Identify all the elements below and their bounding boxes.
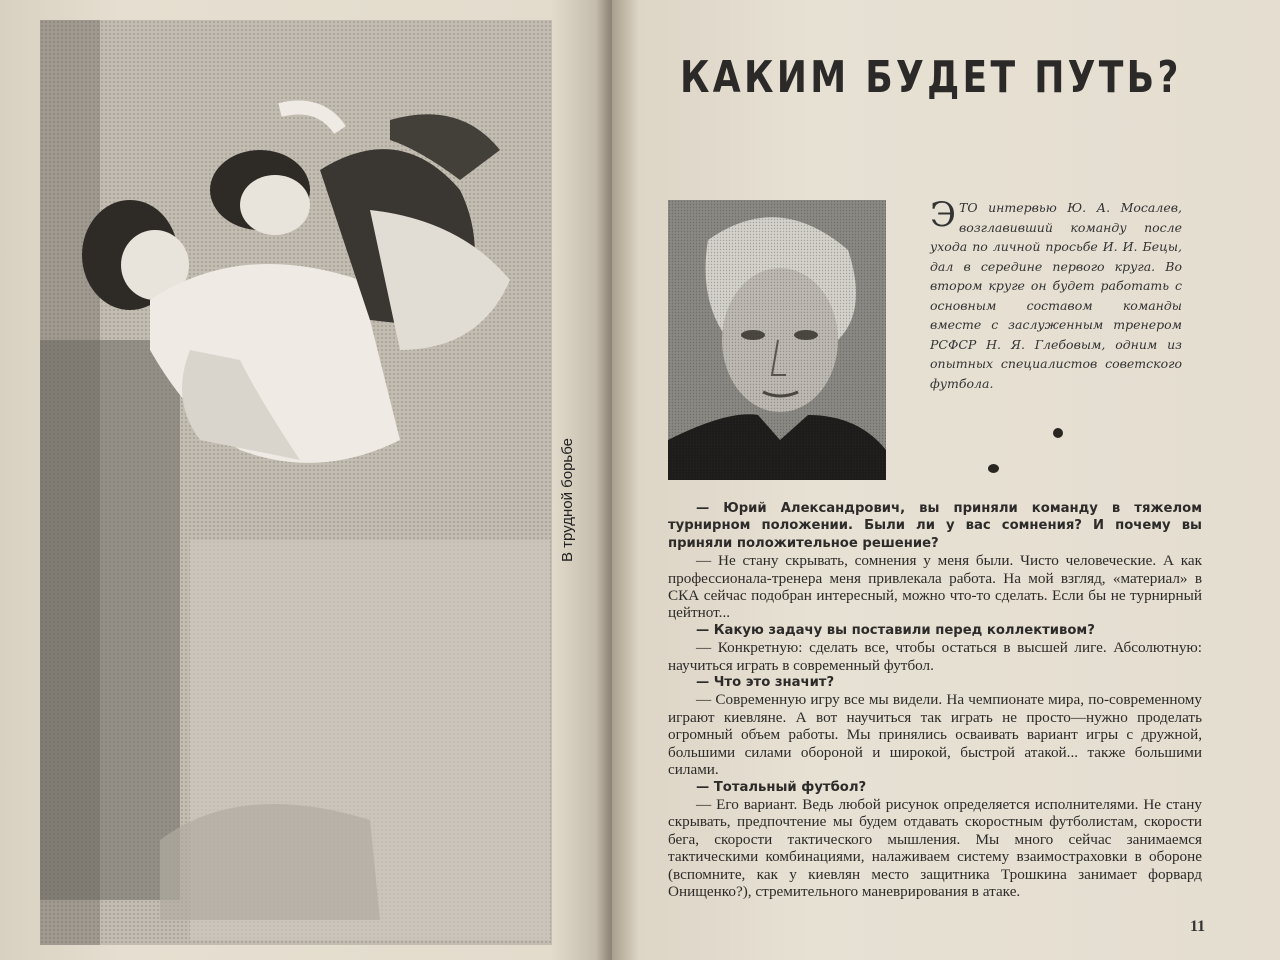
photo-caption-text: В трудной борьбе [559, 438, 576, 562]
interview-question: — Юрий Александрович, вы приняли команду в тяжелом турнирном положении. Были ли у вас сомнения? И почему вы приняли положительное решение? [668, 501, 1202, 551]
photo-caption [555, 438, 585, 570]
interview-question: — Тотальный футбол? [696, 779, 867, 795]
page-number: 11 [1190, 918, 1206, 935]
intro-dropcap: Э [930, 195, 957, 235]
intro-paragraph: ТО интервью Ю. А. Мосалев, возглавивший команду после ухода по личной просьбе И. И. Бецы, дал в середине первого круга. Во втором круге он будет работать с основным составом команды вместе с заслуженным тренером РСФСР Н. Я. Глебовым, одним из опытных специалистов советского футбола. [930, 200, 1182, 391]
portrait-photo [668, 200, 886, 480]
portrait-image [668, 200, 886, 480]
ink-spot [1053, 428, 1063, 438]
article-title: КАКИМ БУДЕТ ПУТЬ? [680, 52, 1182, 103]
left-page [0, 0, 612, 960]
intro-text [930, 195, 1182, 408]
match-photo-image [40, 20, 552, 945]
interview-answer: — Конкретную: сделать все, чтобы остаться в высшей лиге. Абсолютную: научиться играть в современный футбол. [668, 639, 1202, 674]
interview-answer: — Не стану скрывать, сомнения у меня были. Чисто человеческие. А как профессионала-тренера меня привлекала работа. На мой взгляд, «материал» в СКА сейчас подобран интересный, можно что-то сделать. Если бы не турнирный цейтнот... [668, 552, 1202, 622]
match-photo [40, 20, 552, 945]
interview-answer: — Современную игру все мы видели. На чемпионате мира, по-современному играют киевляне. А вот научиться так играть не просто—нужно проделать огромный объем работы. Мы принялись осваивать вариант игры с дружной, большими силами обороной и широкой, быстрой атакой... также большими силами. [668, 691, 1202, 779]
interview-text [668, 500, 1202, 920]
interview-question: — Какую задачу вы поставили перед коллективом? [696, 622, 1095, 638]
ink-spot [988, 464, 999, 473]
interview-answer: — Его вариант. Ведь любой рисунок определяется исполнителями. Не стану скрывать, предпочтение мы будем отдавать скоростным футболистам, скорости бега, скорости тактического мышления. Мы много сейчас занимаемся тактическими комбинациями, налаживаем систему взаимостраховки в обороне (вспомните, как у киевлян место защитника Трошкина занимает форвард Онищенко?), стремительного маневрирования в атаке. [668, 795, 1202, 900]
interview-question: — Что это значит? [696, 675, 835, 691]
